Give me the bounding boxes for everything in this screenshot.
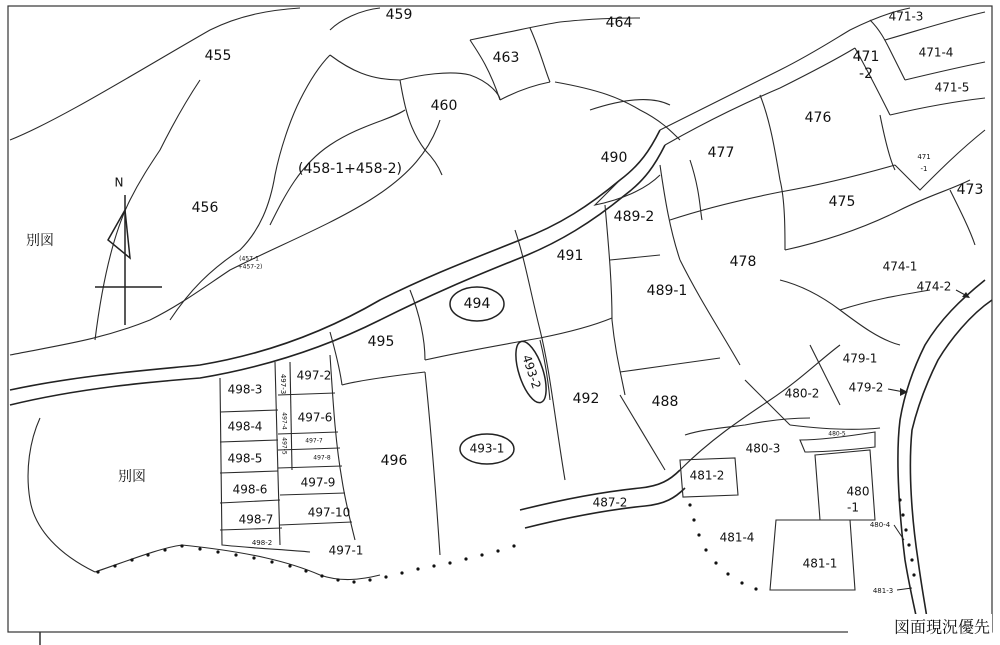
parcel-label: 480: [846, 484, 870, 499]
parcel-label: -2: [859, 66, 873, 82]
parcel-label: 475: [828, 194, 856, 210]
parcel-label: 464: [605, 15, 633, 31]
parcel-label: 497-6: [297, 410, 333, 425]
parcel-label: 497-1: [328, 543, 364, 558]
parcel-label: 474-2: [916, 279, 952, 294]
parcel-label: 495: [367, 334, 395, 350]
parcel-label: 493-1: [469, 441, 505, 456]
parcel-label: 498-5: [227, 451, 263, 466]
parcel-label: 487-2: [592, 495, 628, 510]
parcel-label: 497-4: [280, 412, 288, 430]
parcel-label: 471-3: [888, 9, 924, 24]
parcel-label: -1: [847, 500, 859, 515]
compass-north-label: N: [114, 175, 124, 190]
parcel-label: 498-7: [238, 512, 274, 527]
parcel-label: 459: [385, 7, 413, 23]
parcel-label: 492: [572, 391, 600, 407]
parcel-label: 455: [204, 48, 232, 64]
parcel-label: 463: [492, 50, 520, 66]
parcel-label: 498-3: [227, 382, 263, 397]
parcel-label: 497-8: [313, 454, 331, 462]
parcel-label: 473: [956, 182, 984, 198]
parcel-label: 493-2: [519, 353, 544, 391]
parcel-label: 480-2: [784, 386, 820, 401]
parcel-label: 496: [380, 453, 408, 469]
parcel-label: +457-2): [237, 263, 263, 271]
parcel-label: 481-1: [802, 556, 838, 571]
other-map-label-lower: 別図: [118, 469, 146, 485]
parcel-label: 479-1: [842, 351, 878, 366]
parcel-label: 498-2: [251, 539, 273, 547]
parcel-label: 488: [651, 394, 679, 410]
map-caption: 図面現況優先: [893, 617, 990, 637]
parcel-label: 471-5: [934, 80, 970, 95]
parcel-label: 480-3: [745, 441, 781, 456]
parcel-label: 471: [917, 153, 931, 161]
parcel-label: (458-1+458-2): [297, 161, 403, 177]
other-map-label-left: 別図: [26, 233, 54, 249]
parcel-label: 498-6: [232, 482, 268, 497]
parcel-label: 491: [556, 248, 584, 264]
parcel-label: 477: [707, 145, 735, 161]
parcel-label: 478: [729, 254, 757, 270]
parcel-label: 490: [600, 150, 628, 166]
parcel-label: 497-3: [279, 373, 287, 395]
parcel-label: 480-5: [828, 430, 846, 438]
parcel-label: 476: [804, 110, 832, 126]
parcel-label: 480-4: [869, 521, 891, 529]
parcel-label: 497-2: [296, 368, 332, 383]
parcel-label: 497-9: [300, 475, 336, 490]
parcel-label: -1: [920, 165, 928, 173]
parcel-label: 498-4: [227, 419, 263, 434]
parcel-label: 489-2: [613, 209, 655, 225]
parcel-label: 471: [852, 49, 880, 65]
parcel-label: 471-4: [918, 45, 954, 60]
parcel-label: 481-2: [689, 468, 725, 483]
parcel-label: 474-1: [882, 259, 918, 274]
parcel-label: 456: [191, 200, 219, 216]
parcel-label: 481-4: [719, 530, 755, 545]
parcel-label: 489-1: [646, 283, 688, 299]
parcel-label: 497-7: [305, 437, 323, 445]
parcel-label: 481-3: [872, 587, 894, 595]
parcel-label: (457-1: [239, 255, 259, 263]
parcel-label: 460: [430, 98, 458, 114]
parcel-label: 497-5: [280, 437, 288, 455]
parcel-label: 479-2: [848, 380, 884, 395]
parcel-label: 497-10: [307, 505, 351, 520]
parcel-label: 494: [463, 296, 491, 312]
